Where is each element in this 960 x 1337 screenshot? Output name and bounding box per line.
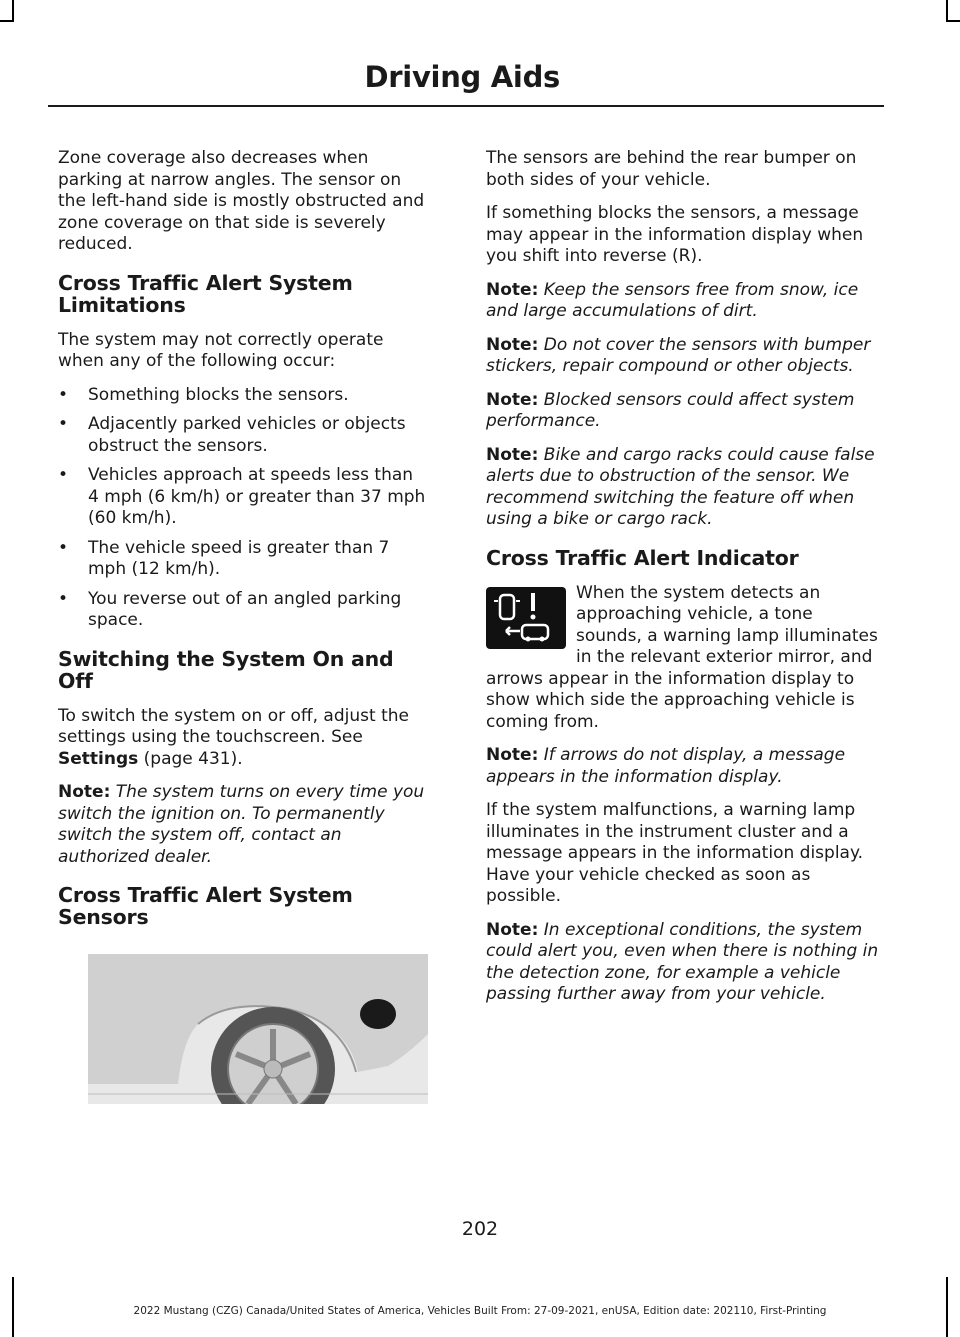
- note-paragraph: [486, 445, 882, 531]
- list-item-text: Something blocks the sensors.: [88, 384, 349, 405]
- bullet: •: [58, 465, 69, 485]
- sensors-heading: Cross Traffic Alert System Sensors: [58, 883, 353, 929]
- limitations-heading: Cross Traffic Alert System Limitations: [58, 270, 353, 317]
- note-paragraph: [486, 280, 882, 323]
- note-label: Note:: [486, 279, 539, 300]
- list-item: [58, 414, 426, 457]
- list-item: [58, 538, 426, 581]
- crop-mark: [946, 20, 960, 22]
- note-text: Bike and cargo racks could cause false alerts due to obstruction of the sensor. We recommend switching the feature off when using a bike or cargo rack.: [486, 444, 875, 529]
- malfunction-paragraph: If the system malfunctions, a warning lamp illuminates in the instrument cluster and a message appears in the information display. Have your vehicle checked as soon as possible.: [486, 800, 863, 906]
- blocked-sensors-paragraph: If something blocks the sensors, a message may appear in the information display when you shift into reverse (R).: [486, 203, 864, 266]
- note-paragraph: [486, 745, 882, 788]
- bullet: •: [58, 414, 69, 434]
- note-text: Keep the sensors free from snow, ice and large accumulations of dirt.: [486, 279, 859, 321]
- note-text: Blocked sensors could affect system performance.: [486, 389, 855, 431]
- note-paragraph: [486, 390, 882, 433]
- list-item: [58, 465, 426, 530]
- switching-heading: Switching the System On and Off: [58, 646, 394, 693]
- list-item-text: You reverse out of an angled parking space.: [88, 588, 402, 630]
- note-label: Note:: [486, 389, 539, 410]
- note-paragraph: [486, 335, 882, 378]
- vehicle-rear-wheel-image: [88, 954, 428, 1104]
- list-item-text: The vehicle speed is greater than 7 mph (12 km/h).: [88, 537, 390, 579]
- bullet: •: [58, 588, 69, 609]
- left-column: [58, 148, 426, 1104]
- right-column: [486, 148, 882, 1018]
- indicator-paragraph: When the system detects an approaching vehicle, a tone sounds, a warning lamp illuminates in the relevant exterior mirror, and arrows appear in the information display to show which side the approaching vehicle is coming from.: [486, 582, 878, 732]
- note-label: Note:: [486, 444, 539, 465]
- note-paragraph: [58, 782, 426, 868]
- note-text: Do not cover the sensors with bumper stickers, repair compound or other objects.: [486, 334, 871, 376]
- note-label: Note:: [486, 745, 539, 765]
- limitations-list: [58, 385, 426, 632]
- settings-link[interactable]: Settings: [58, 748, 139, 769]
- list-item-text: Vehicles approach at speeds less than 4 mph (6 km/h) or greater than 37 mph (60 km/h).: [88, 465, 426, 528]
- page-reference: (page 431).: [138, 748, 243, 769]
- intro-paragraph: Zone coverage also decreases when parking at narrow angles. The sensor on the left-hand side is mostly obstructed and zone coverage on that side is severely reduced.: [58, 148, 425, 254]
- note-label: Note:: [486, 919, 539, 940]
- note-text: The system turns on every time you switch the ignition on. To permanently switch the system off, contact an authorized dealer.: [58, 782, 425, 867]
- note-text: In exceptional conditions, the system could alert you, even when there is nothing in the detection zone, for example a vehicle passing further away from your vehicle.: [486, 919, 879, 1004]
- rear-bumper-sensor-illustration: [88, 954, 428, 1104]
- bullet: •: [58, 384, 69, 405]
- footer: 2022 Mustang (CZG) Canada/United States of America, Vehicles Built From: 27-09-2021, enUSA, Edition date: 202110, First-Printing: [133, 1305, 827, 1317]
- page-number: 202: [461, 1218, 499, 1240]
- limitations-intro: The system may not correctly operate when any of the following occur:: [58, 329, 384, 371]
- note-label: Note:: [58, 782, 111, 802]
- cross-traffic-alert-icon: [486, 587, 566, 649]
- note-text: If arrows do not display, a message appears in the information display.: [486, 745, 846, 787]
- crop-mark: [0, 20, 14, 22]
- bullet: •: [58, 537, 69, 558]
- list-item: [58, 385, 426, 407]
- page-title: Driving Aids: [364, 60, 560, 94]
- indicator-heading: Cross Traffic Alert Indicator: [486, 545, 799, 570]
- crop-mark: [12, 0, 14, 20]
- list-item: [58, 589, 426, 632]
- sensors-location-paragraph: The sensors are behind the rear bumper on both sides of your vehicle.: [486, 148, 857, 190]
- crop-mark: [946, 0, 948, 20]
- note-paragraph: [486, 920, 882, 1006]
- switching-text: To switch the system on or off, adjust the settings using the touchscreen. See: [58, 705, 409, 747]
- switching-paragraph: [58, 706, 426, 771]
- header-rule: [48, 105, 884, 107]
- note-label: Note:: [486, 334, 539, 355]
- list-item-text: Adjacently parked vehicles or objects obstruct the sensors.: [88, 414, 406, 456]
